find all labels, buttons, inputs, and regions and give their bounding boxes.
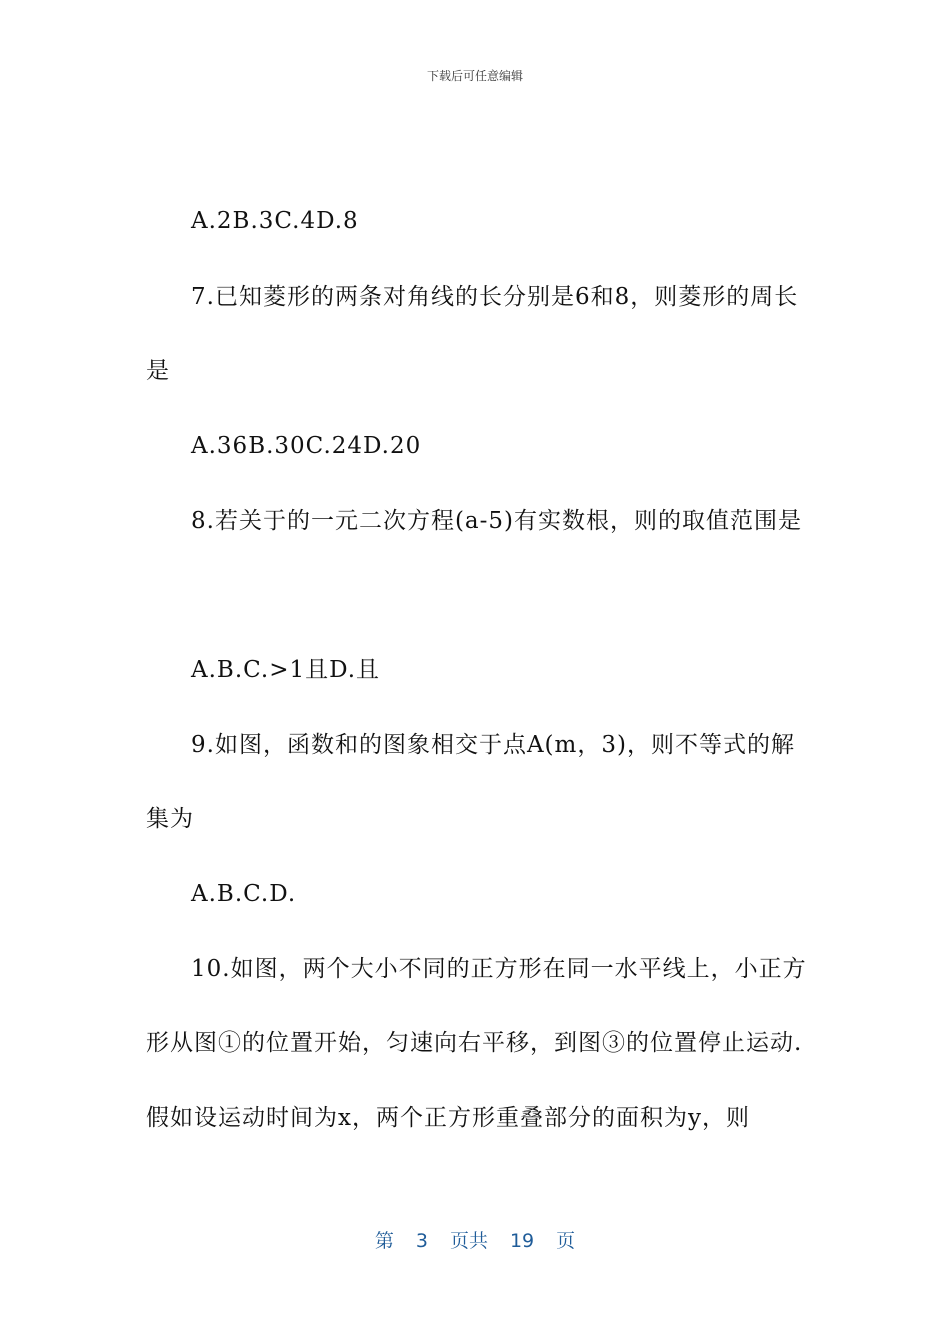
header-note: 下载后可任意编辑 [426,69,523,83]
question-10-line-2: 形从图①的位置开始，匀速向右平移，到图③的位置停止运动. [146,1030,803,1056]
question-9-line-1: 9.如图，函数和的图象相交于点A(m，3)，则不等式的解 [191,732,795,758]
question-10-line-1: 10.如图，两个大小不同的正方形在同一水平线上，小正方 [191,956,807,982]
question-7-line-1: 7.已知菱形的两条对角线的长分别是6和8，则菱形的周长 [191,284,799,310]
question-8-line-1: 8.若关于的一元二次方程(a-5)有实数根，则的取值范围是 [191,508,803,534]
question-10-line-3: 假如设运动时间为x，两个正方形重叠部分的面积为y，则 [146,1105,750,1131]
footer-suffix: 页 [556,1230,576,1252]
option-line-q7: A.36B.30C.24D.20 [191,433,422,459]
option-line-q9: A.B.C.D. [191,881,297,907]
question-7-line-2: 是 [146,358,170,384]
footer-current-page: 3 [415,1230,428,1252]
footer-middle: 页共 [449,1230,488,1252]
page-footer [0,1226,950,1253]
footer-prefix: 第 [374,1230,394,1252]
footer-total-pages: 19 [509,1230,535,1252]
option-line-q6: A.2B.3C.4D.8 [191,208,359,234]
option-line-q8: A.B.C.>1且D.且 [191,657,381,683]
question-9-line-2: 集为 [146,806,194,832]
